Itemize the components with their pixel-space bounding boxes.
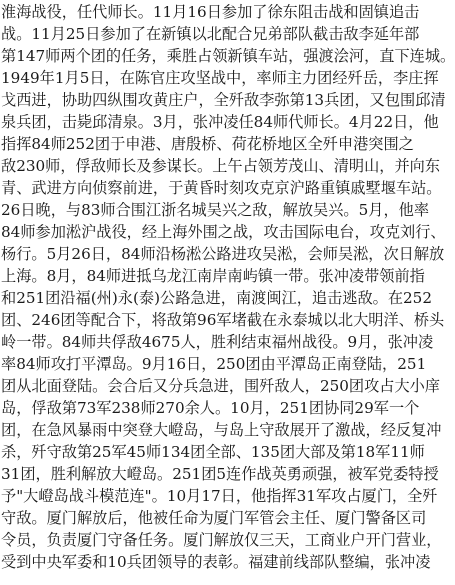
text-line: 守敌。厦门解放后，他被任命为厦门军管会主任、厦门警备区司 [1, 509, 427, 527]
text-line: 26日晚，与83师合围江浙名城吴兴之敌，解放吴兴。5月，他率 [1, 201, 430, 219]
text-line: 淮海战役，任代师长。11月16日参加了徐东阻击战和固镇追击 [1, 3, 420, 21]
text-line: 指挥84师252团于申港、唐殷桥、荷花桥地区全歼申港突围之 [1, 135, 414, 153]
text-line: 团，在急风暴雨中突登大嶝岛，与岛上守敌展开了激战，经反复冲 [1, 421, 442, 439]
text-line: 杀，歼守敌第25军45师134团全部、135团大部及第18军11师 [1, 443, 425, 461]
text-line: 团从北面登陆。会合后又分兵急进，围歼敌人，250团攻占大小庠 [1, 377, 441, 395]
text-line: 敌230师，俘敌师长及参谋长。上午占领芳茂山、清明山，并向东 [1, 157, 441, 175]
text-line: 戈西进，协助四纵围攻黄庄户，全歼敌李弥第13兵团，又包围邱清 [1, 91, 446, 109]
text-line: 和251团沿福(州)永(泰)公路急进，南渡闽江，追击逃敌。在252 [1, 289, 432, 307]
text-line: 率84师攻打平潭岛。9月16日，250团由平潭岛正南登陆，251 [1, 355, 427, 373]
text-line: 上海。8月，84师进抵乌龙江南岸南屿镇一带。张冲凌带领前指 [1, 267, 425, 285]
text-line: 予"大嶝岛战斗模范连"。10月17日，他指挥31军攻占厦门，全歼 [1, 487, 438, 505]
text-line: 受到中央军委和10兵团领导的表彰。福建前线部队整编，张冲凌 [1, 553, 431, 571]
text-line: 31团，胜利解放大嶝岛。251团5连作战英勇顽强，被军党委特授 [1, 465, 439, 483]
text-line: 团、246团等配合下，将敌第96军堵截在永泰城以北大明洋、桥头 [1, 311, 445, 329]
text-line: 岛，俘敌第73军238师270余人。10月，251团协同29军一个 [1, 399, 420, 417]
text-line: 泉兵团，击毙邱清泉。3月，张冲凌任84师代师长。4月22日，他 [1, 113, 439, 131]
text-line: 战。11月25日参加了在新镇以北配合兄弟部队截击敌李延年部 [1, 25, 420, 43]
text-line: 第147师两个团的任务，乘胜占领新镇车站，强渡浍河，直下连城。 [1, 47, 455, 65]
text-line: 岭一带。84师共俘敌4675人，胜利结束福州战役。9月，张冲凌 [1, 333, 434, 351]
text-line: 青、武进方向侦察前进，于黄昏时刻攻克京沪路重镇戚墅堰车站。 [1, 179, 442, 197]
text-line: 1949年1月5日，在陈官庄攻坚战中，率师主力团经歼岳，李庄挥 [1, 69, 439, 87]
text-line: 令员，负责厦门守备任务。厦门解放仅三天，工商业户开门营业， [1, 531, 442, 549]
text-line: 杨行。5月26日，84师沿杨淞公路进攻吴淞，会师吴淞，次日解放 [1, 245, 445, 263]
text-line: 84师参加淞沪战役，经上海外围之战，攻击国际电台，攻克刘行、 [1, 223, 446, 241]
